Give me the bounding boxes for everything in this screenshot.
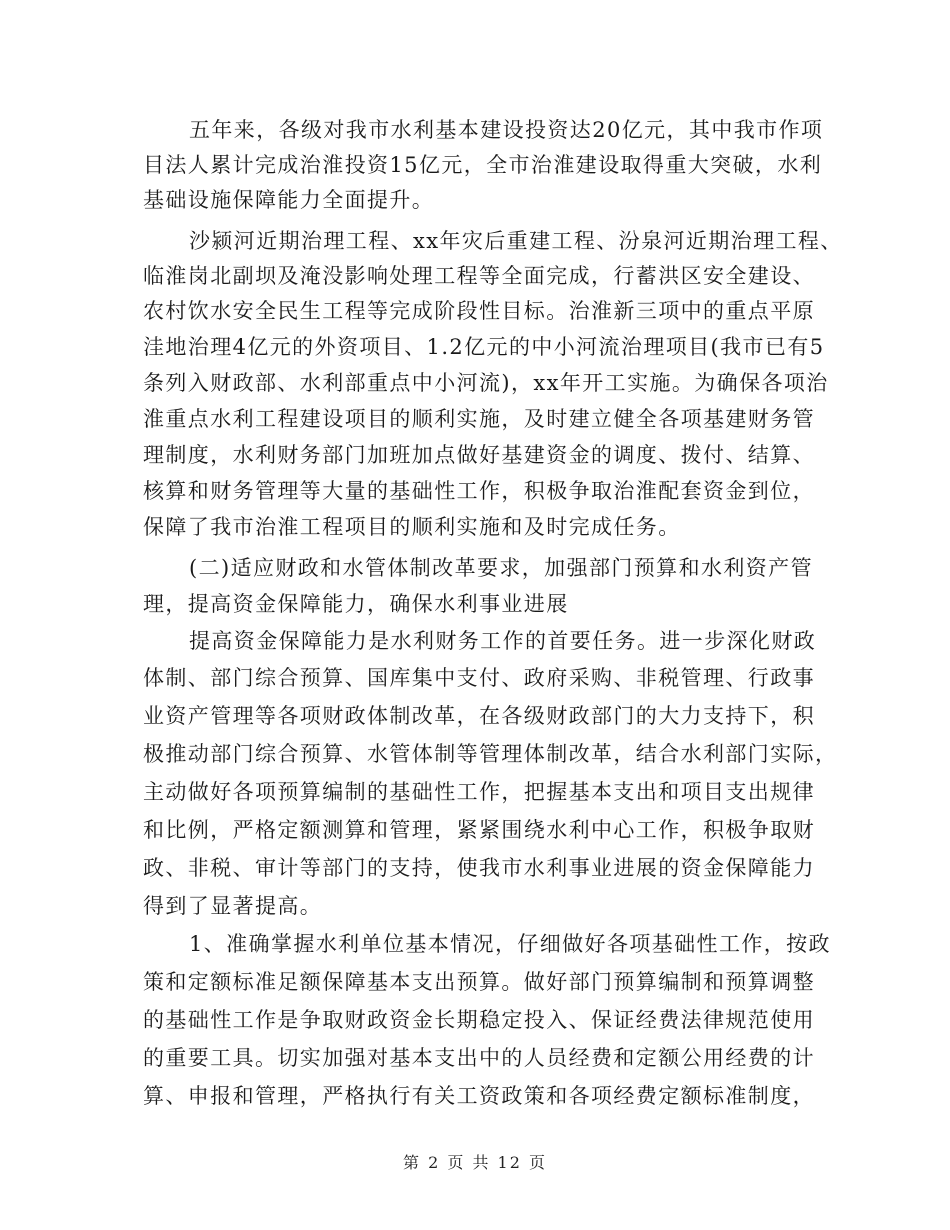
text-line: 的基础性工作是争取财政资金长期稳定投入、保证经费法律规范使用 <box>143 1008 815 1032</box>
text-line: 1、准确掌握水利单位基本情况，仔细做好各项基础性工作，按政 <box>189 932 831 956</box>
text-line: 五年来，各级对我市水利基本建设投资达20亿元，其中我市作项 <box>189 118 824 142</box>
text-line: 淮重点水利工程建设项目的顺利实施，及时建立健全各项基建财务管 <box>143 407 815 431</box>
text-line: 洼地治理4亿元的外资项目、1.2亿元的中小河流治理项目(我市已有5 <box>143 335 825 359</box>
text-line: 算、申报和管理，严格执行有关工资政策和各项经费定额标准制度， <box>143 1084 815 1108</box>
text-line: 业资产管理等各项财政体制改革，在各级财政部门的大力支持下，积 <box>143 704 815 728</box>
text-line: 政、非税、审计等部门的支持，使我市水利事业进展的资金保障能力 <box>143 856 815 880</box>
heading-line: (二)适应财政和水管体制改革要求，加强部门预算和水利资产管 <box>189 556 813 580</box>
text-line: 提高资金保障能力是水利财务工作的首要任务。进一步深化财政 <box>189 629 817 653</box>
text-line: 条列入财政部、水利部重点中小河流)，xx年开工实施。为确保各项治 <box>143 371 829 395</box>
text-line: 保障了我市治淮工程项目的顺利实施和及时完成任务。 <box>143 515 681 539</box>
text-line: 目法人累计完成治淮投资15亿元，全市治淮建设取得重大突破，水利 <box>143 153 823 177</box>
text-line: 核算和财务管理等大量的基础性工作，积极争取治淮配套资金到位， <box>143 479 815 503</box>
heading-line: 理，提高资金保障能力，确保水利事业进展 <box>143 592 569 616</box>
text-line: 体制、部门综合预算、国库集中支付、政府采购、非税管理、行政事 <box>143 666 815 690</box>
text-line: 极推动部门综合预算、水管体制等管理体制改革，结合水利部门实际， <box>143 742 838 766</box>
text-line: 策和定额标准足额保障基本支出预算。做好部门预算编制和预算调整 <box>143 970 815 994</box>
text-line: 农村饮水安全民生工程等完成阶段性目标。治淮新三项中的重点平原 <box>143 299 815 323</box>
text-line: 和比例，严格定额测算和管理，紧紧围绕水利中心工作，积极争取财 <box>143 818 815 842</box>
page-number-footer: 第 2 页 共 12 页 <box>403 1153 547 1172</box>
text-line: 临淮岗北副坝及淹没影响处理工程等全面完成，行蓄洪区安全建设、 <box>143 264 815 288</box>
text-line: 基础设施保障能力全面提升。 <box>143 188 435 212</box>
text-line: 的重要工具。切实加强对基本支出中的人员经费和定额公用经费的计 <box>143 1046 815 1070</box>
text-line: 理制度，水利财务部门加班加点做好基建资金的调度、拨付、结算、 <box>143 443 815 467</box>
text-line: 得到了显著提高。 <box>143 894 323 918</box>
text-line: 沙颍河近期治理工程、xx年灾后重建工程、汾泉河近期治理工程、 <box>189 229 843 253</box>
text-line: 主动做好各项预算编制的基础性工作，把握基本支出和项目支出规律 <box>143 780 815 804</box>
